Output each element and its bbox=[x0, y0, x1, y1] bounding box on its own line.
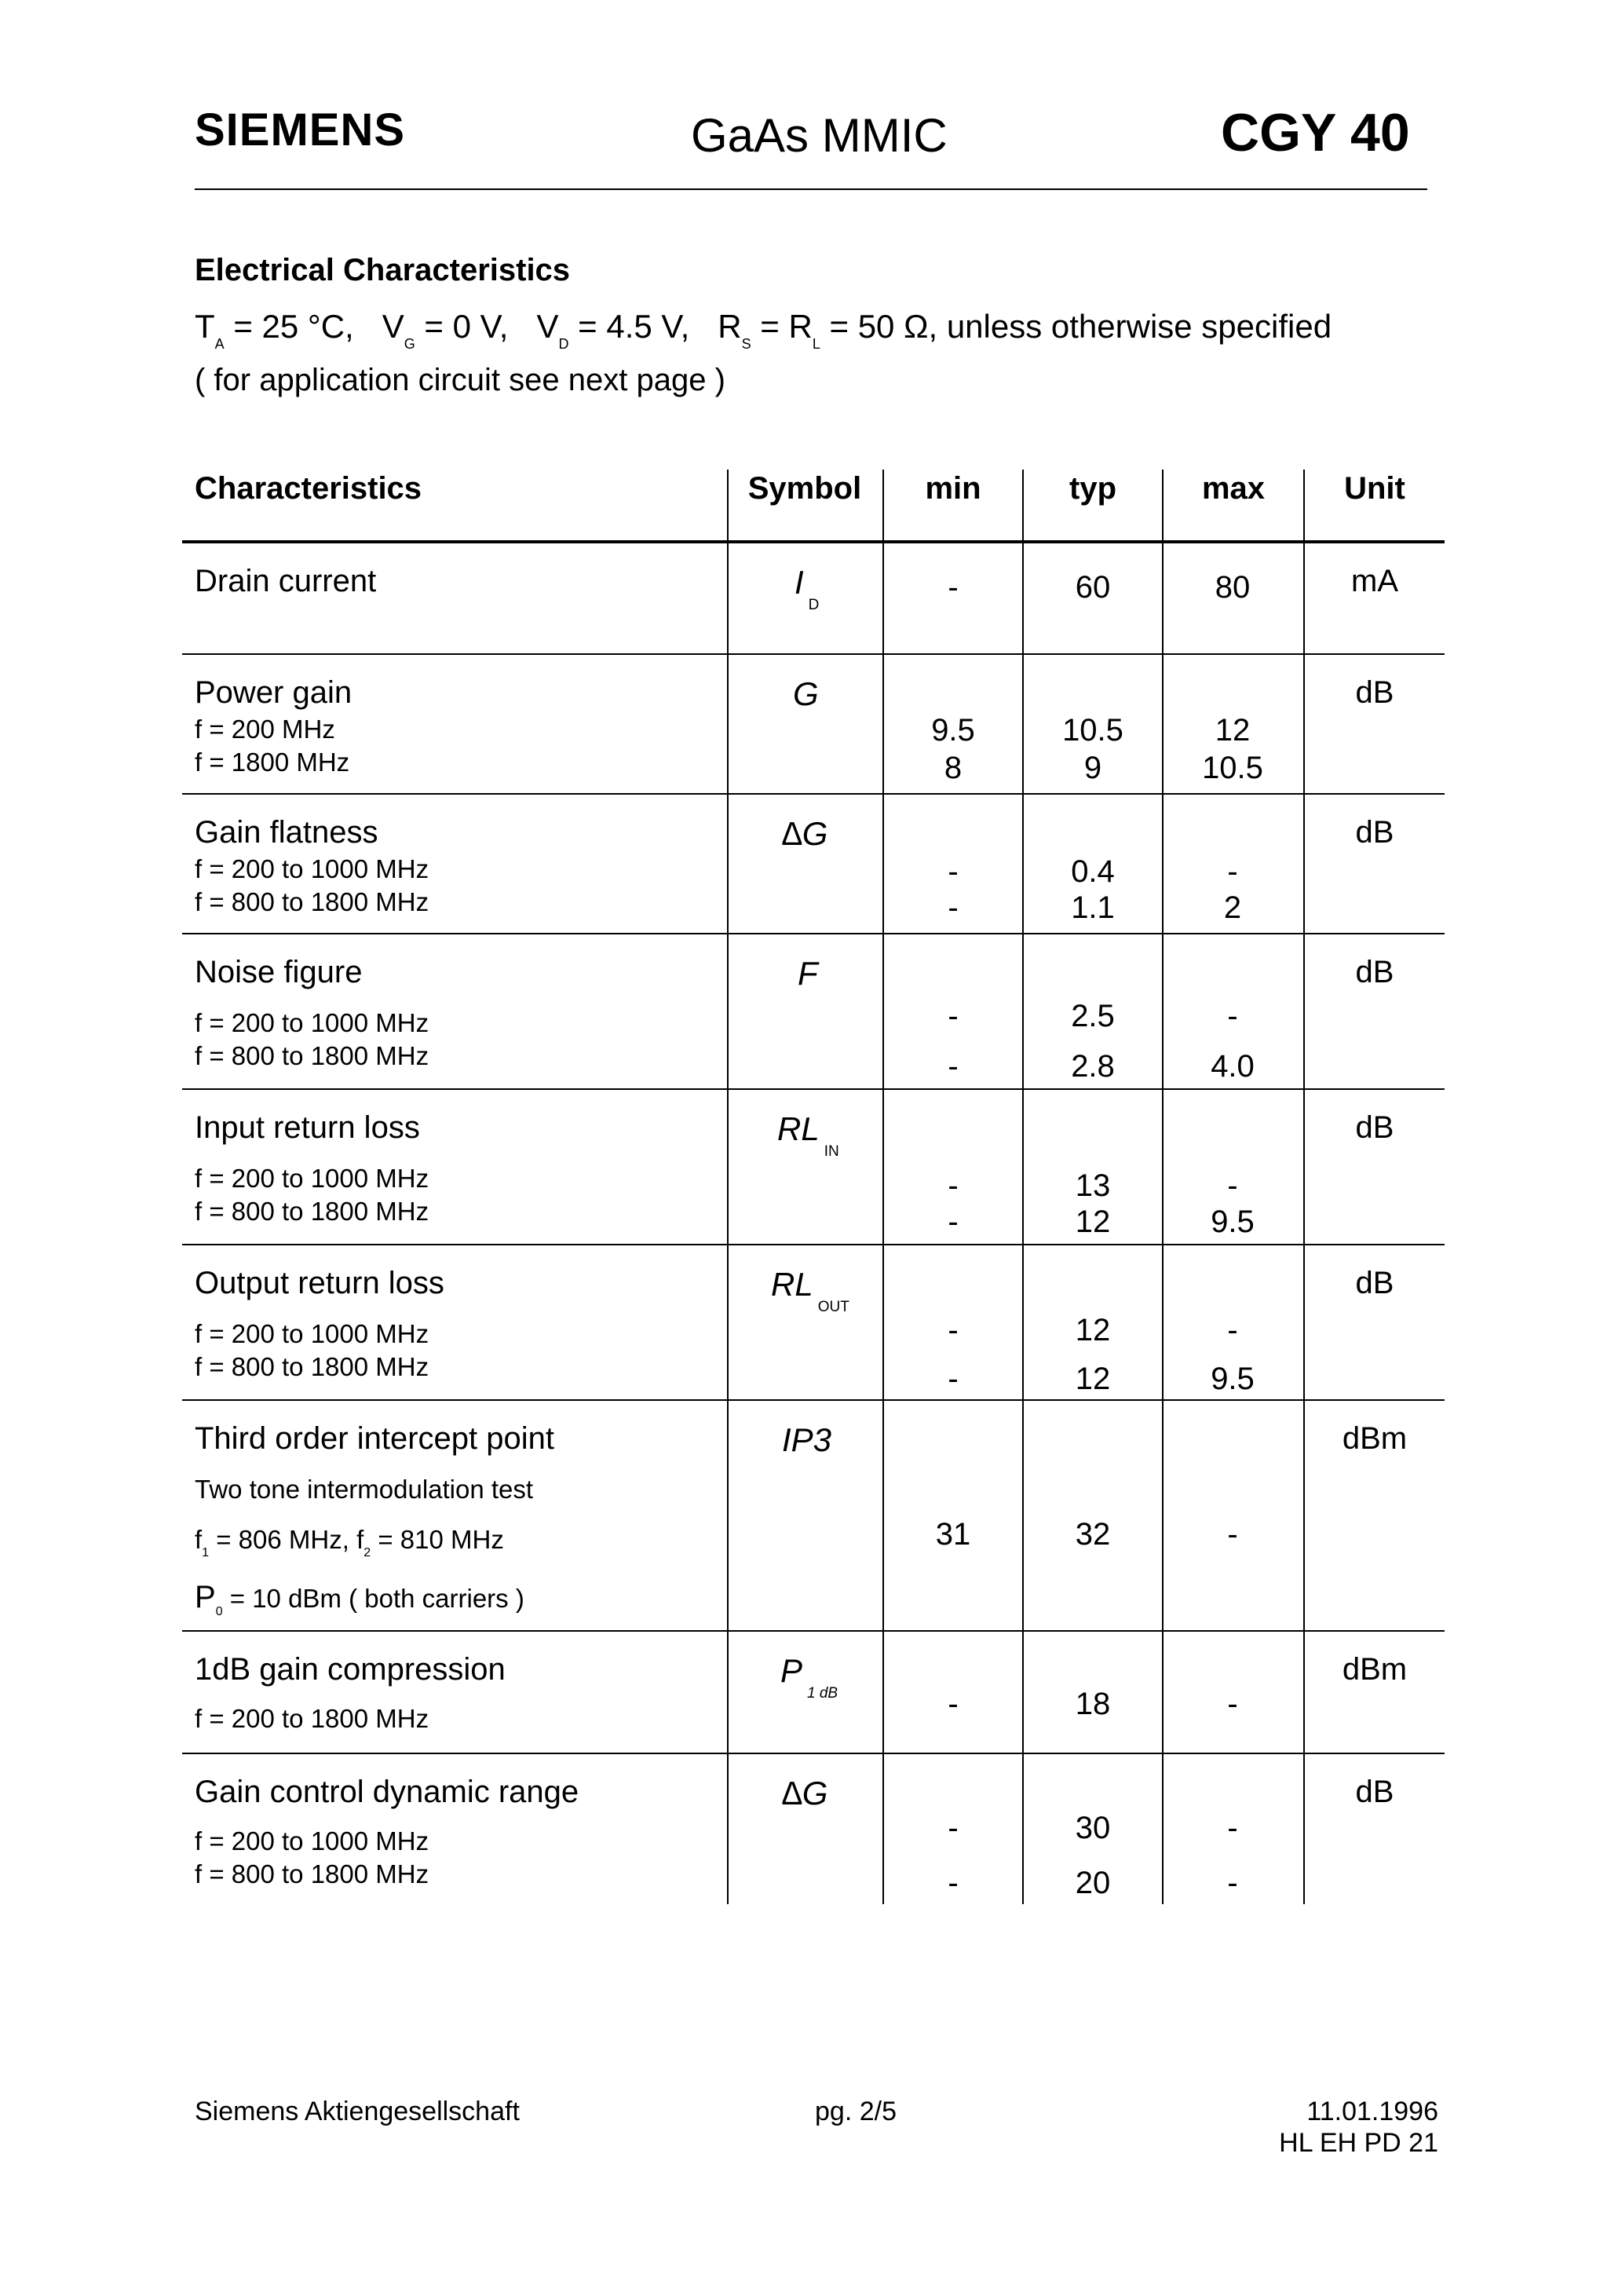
max-value: 10.5 bbox=[1202, 751, 1263, 785]
row-symbol: $P_{1 dB}$ bbox=[780, 1652, 838, 1702]
row-name: Input return loss bbox=[195, 1110, 420, 1145]
max-value: - bbox=[1227, 1168, 1238, 1203]
min-value: 9.5 bbox=[931, 713, 975, 748]
typ-value: 12 bbox=[1075, 1313, 1111, 1347]
condition: f = 200 to 1800 MHz bbox=[195, 1704, 429, 1733]
min-value: - bbox=[948, 854, 959, 889]
unit-value: dB bbox=[1355, 1266, 1394, 1300]
max-value: - bbox=[1227, 1517, 1238, 1552]
row-symbol: $RL_{IN}$ bbox=[777, 1110, 839, 1160]
row-name: Gain flatness bbox=[195, 815, 378, 850]
typ-value: 32 bbox=[1075, 1517, 1111, 1552]
condition: f = 200 to 1000 MHz bbox=[195, 1826, 429, 1855]
row-symbol: F bbox=[798, 955, 818, 992]
typ-value: 12 bbox=[1075, 1362, 1111, 1396]
condition: f = 1800 MHz bbox=[195, 748, 350, 777]
unit-value: mA bbox=[1351, 564, 1398, 598]
col-header-symbol: Symbol bbox=[747, 471, 862, 506]
part-number: CGY 40 bbox=[1221, 103, 1410, 163]
condition: f = 200 to 1000 MHz bbox=[195, 1008, 429, 1037]
row-symbol: G bbox=[793, 675, 819, 712]
min-value: - bbox=[948, 1362, 959, 1396]
section-title: Electrical Characteristics bbox=[195, 253, 571, 287]
unit-value: dBm bbox=[1342, 1421, 1408, 1456]
typ-value: 2.5 bbox=[1071, 999, 1115, 1033]
unit-value: dB bbox=[1355, 675, 1394, 710]
siemens-logo: SIEMENS bbox=[195, 104, 406, 155]
row-name: Third order intercept point bbox=[195, 1421, 555, 1456]
header-rule bbox=[182, 540, 1445, 543]
max-value: - bbox=[1227, 854, 1238, 889]
typ-value: 0.4 bbox=[1071, 854, 1115, 889]
condition: f = 800 to 1800 MHz bbox=[195, 887, 429, 916]
max-value: 80 bbox=[1215, 570, 1251, 605]
condition: f = 200 to 1000 MHz bbox=[195, 1164, 429, 1193]
condition: $f_1 = 806$ MHz, $f_2 = 810$ MHz bbox=[195, 1525, 504, 1559]
unit-value: dB bbox=[1355, 1775, 1394, 1809]
max-value: - bbox=[1227, 999, 1238, 1033]
condition: $P_0 = 10$ dBm ( both carriers ) bbox=[195, 1580, 524, 1618]
header-divider bbox=[195, 188, 1427, 190]
row-symbol: $I_D$ bbox=[795, 564, 820, 613]
typ-value: 60 bbox=[1075, 570, 1111, 605]
row-symbol: ∆G bbox=[782, 815, 828, 852]
condition: f = 800 to 1800 MHz bbox=[195, 1859, 429, 1888]
max-value: - bbox=[1227, 1687, 1238, 1721]
min-value: - bbox=[948, 1866, 959, 1900]
max-value: 2 bbox=[1223, 890, 1242, 925]
test-conditions: $T_A = 25$ °C, $V_G = 0$ V, $V_D = 4.5$ V, $R_S = R_L = 50$ Ω, unless otherwise specified bbox=[195, 308, 1332, 352]
row-name: 1dB gain compression bbox=[195, 1652, 506, 1687]
row-rule bbox=[182, 1088, 1445, 1090]
condition: f = 200 MHz bbox=[195, 715, 335, 744]
col-header-max: max bbox=[1201, 471, 1266, 506]
condition: f = 800 to 1800 MHz bbox=[195, 1352, 429, 1381]
min-value: - bbox=[948, 1168, 959, 1203]
col-header-unit: Unit bbox=[1344, 471, 1405, 506]
row-rule bbox=[182, 653, 1445, 655]
row-name: Power gain bbox=[195, 675, 353, 710]
col-header-typ: typ bbox=[1069, 471, 1116, 506]
typ-value: 10.5 bbox=[1062, 713, 1123, 748]
condition: Two tone intermodulation test bbox=[195, 1475, 534, 1504]
min-value: - bbox=[948, 1811, 959, 1845]
min-value: 8 bbox=[944, 751, 963, 785]
application-note: ( for application circuit see next page ) bbox=[195, 363, 725, 397]
min-value: - bbox=[948, 1049, 959, 1084]
min-value: - bbox=[948, 890, 959, 925]
row-rule bbox=[182, 793, 1445, 795]
row-symbol: IP3 bbox=[782, 1421, 832, 1458]
col-divider bbox=[727, 470, 729, 1904]
unit-value: dB bbox=[1355, 815, 1394, 850]
max-value: - bbox=[1227, 1811, 1238, 1845]
row-rule bbox=[182, 1244, 1445, 1245]
footer-company: Siemens Aktiengesellschaft bbox=[195, 2097, 520, 2126]
row-rule bbox=[182, 1399, 1445, 1401]
min-value: - bbox=[948, 1687, 959, 1721]
unit-value: dB bbox=[1355, 955, 1394, 989]
min-value: - bbox=[948, 1205, 959, 1239]
product-family: GaAs MMIC bbox=[691, 109, 948, 162]
max-value: 4.0 bbox=[1211, 1049, 1255, 1084]
row-symbol: $RL_{OUT}$ bbox=[771, 1266, 849, 1315]
col-header-min: min bbox=[925, 471, 981, 506]
row-rule bbox=[182, 933, 1445, 934]
typ-value: 20 bbox=[1075, 1866, 1111, 1900]
typ-value: 2.8 bbox=[1071, 1049, 1115, 1084]
row-rule bbox=[182, 1753, 1445, 1754]
footer-date: 11.01.1996 bbox=[1306, 2097, 1438, 2126]
min-value: 31 bbox=[935, 1517, 971, 1552]
condition: f = 200 to 1000 MHz bbox=[195, 854, 429, 883]
typ-value: 12 bbox=[1075, 1205, 1111, 1239]
max-value: - bbox=[1227, 1866, 1238, 1900]
row-name: Noise figure bbox=[195, 955, 363, 989]
typ-value: 18 bbox=[1075, 1687, 1111, 1721]
row-name: Gain control dynamic range bbox=[195, 1775, 579, 1809]
footer-department: HL EH PD 21 bbox=[1279, 2128, 1438, 2158]
row-rule bbox=[182, 1630, 1445, 1632]
page-number: pg. 2/5 bbox=[815, 2097, 897, 2126]
typ-value: 13 bbox=[1075, 1168, 1111, 1203]
unit-value: dB bbox=[1355, 1110, 1394, 1145]
max-value: 9.5 bbox=[1211, 1362, 1255, 1396]
typ-value: 30 bbox=[1075, 1811, 1111, 1845]
typ-value: 1.1 bbox=[1071, 890, 1115, 925]
condition: f = 200 to 1000 MHz bbox=[195, 1319, 429, 1348]
max-value: 9.5 bbox=[1211, 1205, 1255, 1239]
min-value: - bbox=[948, 999, 959, 1033]
max-value: 12 bbox=[1215, 713, 1251, 748]
condition: f = 800 to 1800 MHz bbox=[195, 1041, 429, 1070]
col-header-characteristics: Characteristics bbox=[195, 471, 422, 506]
row-name: Drain current bbox=[195, 564, 377, 598]
typ-value: 9 bbox=[1083, 751, 1102, 785]
unit-value: dBm bbox=[1342, 1652, 1408, 1687]
row-symbol: ∆G bbox=[782, 1775, 828, 1812]
min-value: - bbox=[948, 570, 959, 605]
max-value: - bbox=[1227, 1313, 1238, 1347]
min-value: - bbox=[948, 1313, 959, 1347]
row-name: Output return loss bbox=[195, 1266, 444, 1300]
condition: f = 800 to 1800 MHz bbox=[195, 1197, 429, 1226]
